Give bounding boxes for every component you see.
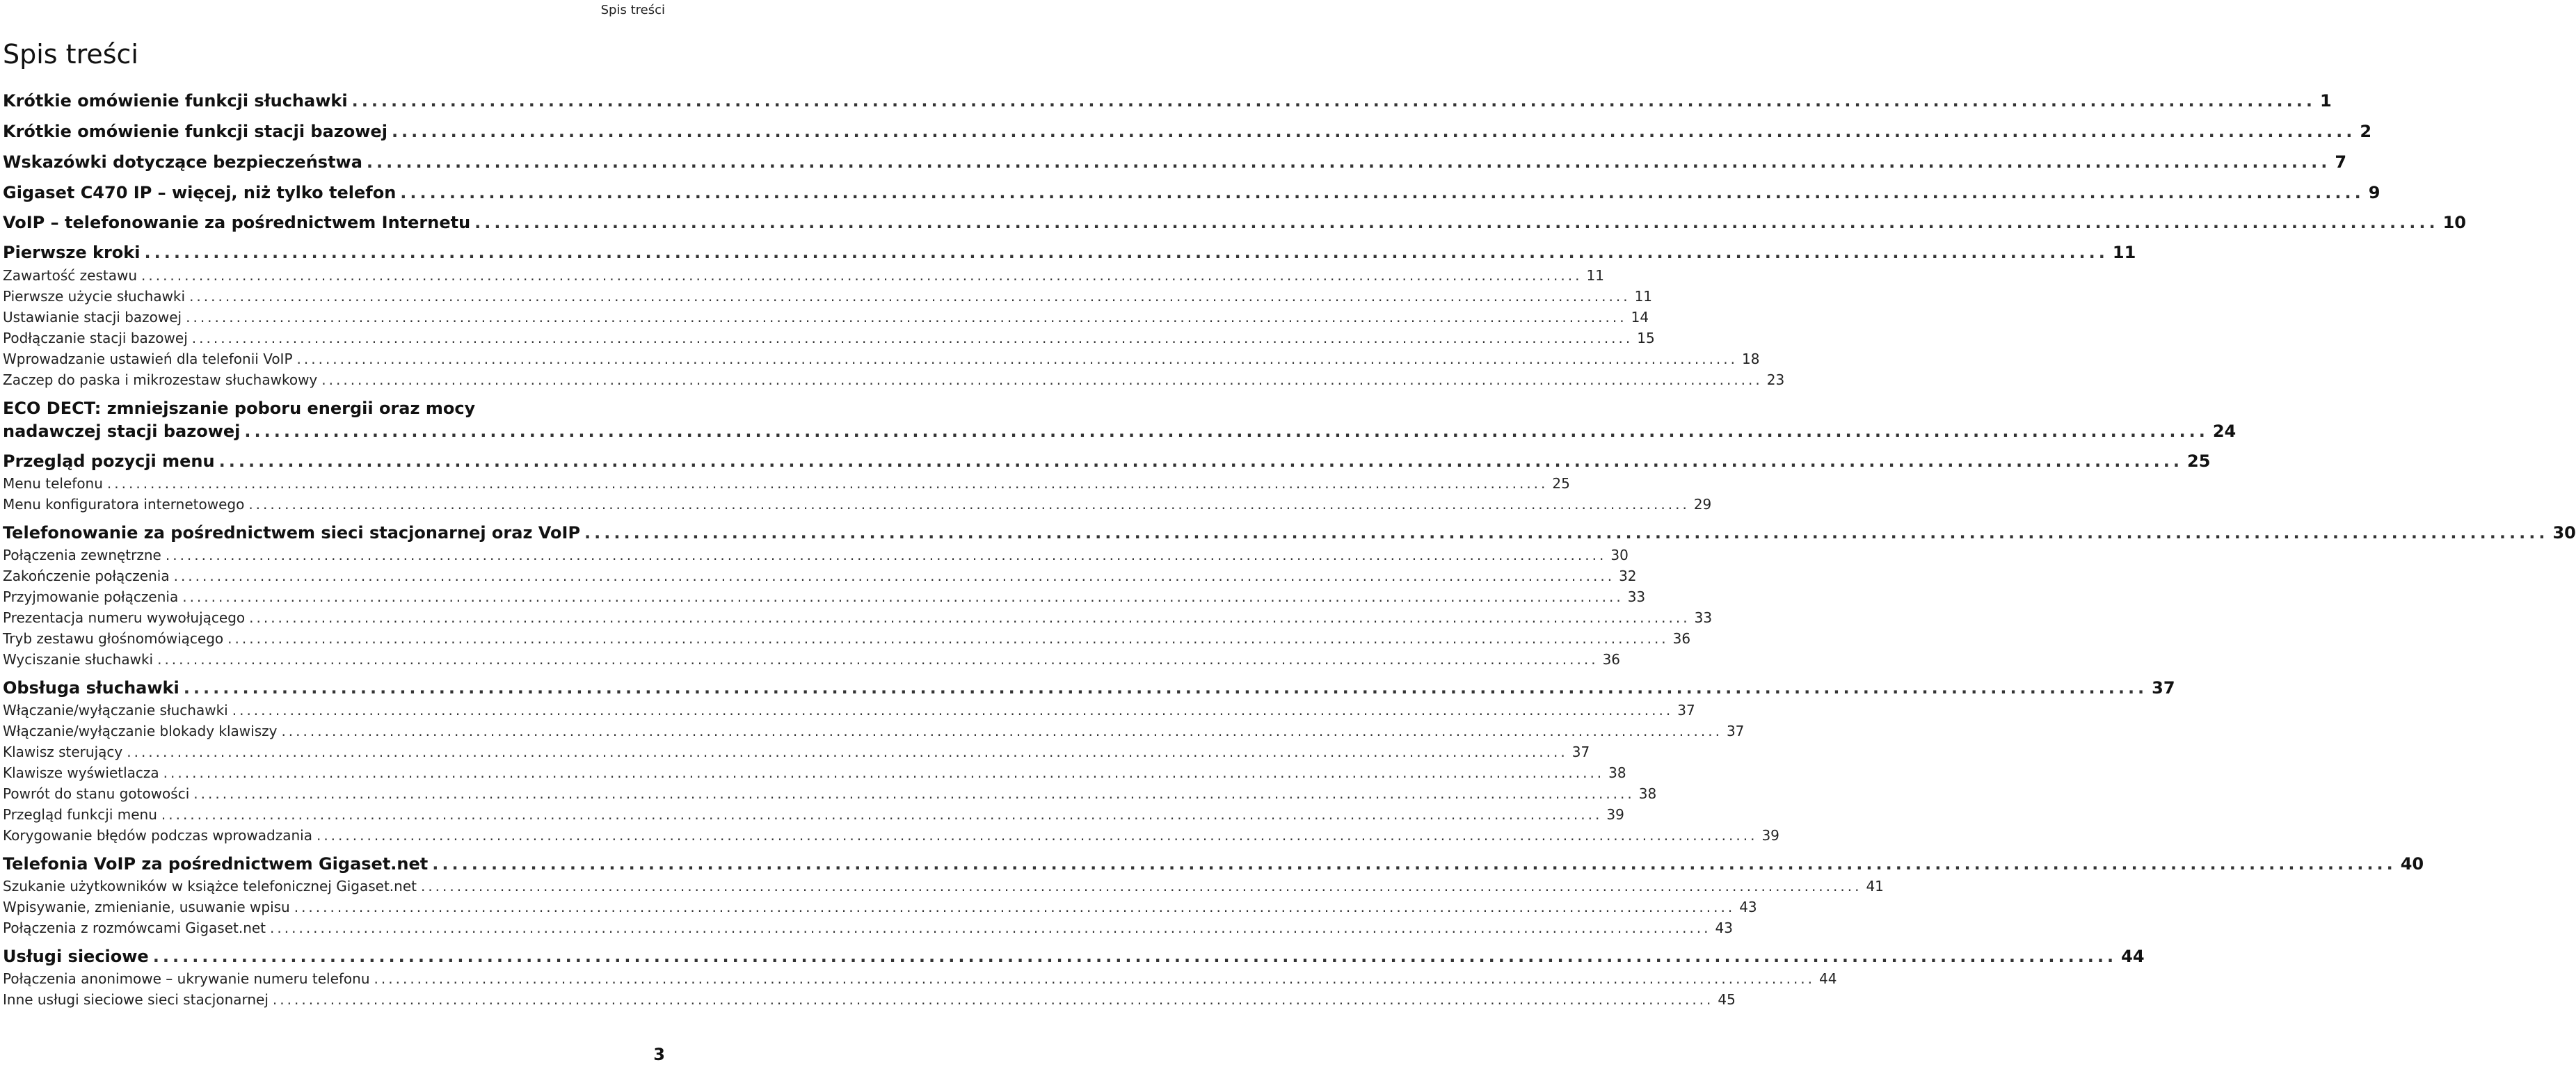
toc-entry-page: 14: [1631, 309, 1649, 326]
toc-entry-label: Połączenia anonimowe – ukrywanie numeru telefonu: [3, 970, 370, 987]
toc-entry-label: Tryb zestawu głośnomówiącego: [3, 630, 224, 647]
dot-leader: ........................................................................................................................................................................................................: [281, 723, 1722, 739]
toc-entry-label: Przyjmowanie połączenia: [3, 588, 179, 605]
running-header: Spis treści: [600, 3, 665, 17]
dot-leader: ........................................................................................................................................................................................................: [374, 970, 1816, 987]
toc-entry-page: 39: [1606, 806, 1624, 823]
toc-entry-page: 39: [1761, 827, 1779, 844]
toc-entry-label: Szukanie użytkowników w książce telefonicznej Gigaset.net: [3, 878, 417, 894]
toc-subentry[interactable]: [3, 991, 1736, 1008]
toc-entry[interactable]: [3, 947, 2145, 966]
toc-entry-label: Połączenia zewnętrzne: [3, 547, 161, 563]
toc-subentry[interactable]: [3, 970, 1837, 987]
toc-subentry[interactable]: [3, 475, 1570, 492]
dot-leader: ........................................................................................................................................................................................................: [183, 678, 2148, 698]
toc-subentry[interactable]: [3, 651, 1621, 668]
toc-entry-label: nadawczej stacji bazowej: [3, 422, 241, 441]
toc-entry-page: 45: [1718, 991, 1736, 1008]
toc-entry[interactable]: [3, 122, 2372, 141]
dot-leader: ........................................................................................................................................................................................................: [106, 475, 1549, 492]
toc-entry-page: 37: [2152, 678, 2175, 698]
toc-subentry[interactable]: [3, 496, 1712, 513]
dot-leader: ........................................................................................................................................................................................................: [152, 947, 2118, 966]
dot-leader: ........................................................................................................................................................................................................: [157, 651, 1599, 668]
toc-entry-page: 7: [2335, 152, 2347, 172]
toc-entry-page: 37: [1726, 723, 1745, 739]
toc-entry-label: Wskazówki dotyczące bezpieczeństwa: [3, 152, 362, 172]
dot-leader: ........................................................................................................................................................................................................: [584, 523, 2549, 543]
toc-entry-label: Krótkie omówienie funkcji stacji bazowej: [3, 122, 387, 141]
toc-entry-page: 11: [1634, 288, 1653, 305]
toc-entry-label: Połączenia z rozmówcami Gigaset.net: [3, 920, 266, 936]
toc-entry-page: 25: [1552, 475, 1570, 492]
toc-subentry[interactable]: [3, 702, 1695, 719]
dot-leader: ........................................................................................................................................................................................................: [232, 702, 1674, 719]
toc-entry-label: Wyciszanie słuchawki: [3, 651, 154, 668]
toc-entry-label: Przegląd funkcji menu: [3, 806, 157, 823]
toc-subentry[interactable]: [3, 309, 1649, 326]
toc-entry-page: 18: [1742, 351, 1760, 367]
toc-entry-label: Klawisz sterujący: [3, 744, 123, 760]
toc-subentry[interactable]: [3, 547, 1629, 563]
dot-leader: ........................................................................................................................................................................................................: [141, 267, 1583, 284]
dot-leader: ........................................................................................................................................................................................................: [270, 920, 1711, 936]
toc-entry-page: 15: [1637, 330, 1655, 346]
toc-entry-page: 24: [2212, 422, 2237, 441]
toc-subentry[interactable]: [3, 899, 1757, 915]
dot-leader: ........................................................................................................................................................................................................: [182, 588, 1624, 605]
toc-entry-page: 32: [1619, 568, 1637, 584]
dot-leader: ........................................................................................................................................................................................................: [163, 764, 1605, 781]
toc-entry-page: 23: [1766, 371, 1785, 388]
page-number: 3: [653, 1045, 665, 1064]
toc-entry-label: Inne usługi sieciowe sieci stacjonarnej: [3, 991, 269, 1008]
dot-leader: ........................................................................................................................................................................................................: [189, 288, 1631, 305]
toc-subentry[interactable]: [3, 588, 1646, 605]
toc-entry-label: VoIP – telefonowanie za pośrednictwem Internetu: [3, 213, 471, 232]
toc-entry[interactable]: [3, 152, 2347, 172]
toc-entry-page: 43: [1739, 899, 1757, 915]
toc-entry-page: 10: [2442, 213, 2467, 232]
toc-entry[interactable]: [3, 213, 2467, 232]
toc-entry-label: Wprowadzanie ustawień dla telefonii VoIP: [3, 351, 293, 367]
toc-entry-label: Zaczep do paska i mikrozestaw słuchawkowy: [3, 371, 318, 388]
dot-leader: ........................................................................................................................................................................................................: [351, 91, 2317, 111]
page-title: Spis treści: [3, 39, 138, 70]
dot-leader: ........................................................................................................................................................................................................: [165, 547, 1607, 563]
toc-entry-label: Zakończenie połączenia: [3, 568, 170, 584]
toc-entry-label: Pierwsze kroki: [3, 243, 141, 262]
toc-subentry[interactable]: [3, 744, 1590, 760]
toc-entry-label-line1: ECO DECT: zmniejszanie poboru energii oraz mocy: [3, 399, 476, 418]
dot-leader: ........................................................................................................................................................................................................: [294, 899, 1736, 915]
toc-entry[interactable]: [3, 523, 2576, 543]
dot-leader: ........................................................................................................................................................................................................: [186, 309, 1627, 326]
dot-leader: ........................................................................................................................................................................................................: [193, 785, 1635, 802]
toc-entry-label: Pierwsze użycie słuchawki: [3, 288, 186, 305]
dot-leader: ........................................................................................................................................................................................................: [432, 854, 2397, 874]
dot-leader: ........................................................................................................................................................................................................: [366, 152, 2331, 172]
toc-entry-label: Gigaset C470 IP – więcej, niż tylko telefon: [3, 183, 397, 202]
toc-entry-label: Korygowanie błędów podczas wprowadzania: [3, 827, 312, 844]
dot-leader: ........................................................................................................................................................................................................: [296, 351, 1738, 367]
toc-subentry[interactable]: [3, 764, 1626, 781]
toc-entry-page: 41: [1866, 878, 1884, 894]
toc-entry-page: 30: [2552, 523, 2576, 543]
toc-entry-page: 1: [2320, 91, 2332, 111]
toc-entry[interactable]: [3, 854, 2424, 874]
toc-entry[interactable]: [3, 243, 2136, 262]
toc-entry-page: 36: [1602, 651, 1621, 668]
dot-leader: ........................................................................................................................................................................................................: [244, 422, 2209, 441]
toc-subentry[interactable]: [3, 267, 1604, 284]
toc-entry[interactable]: [3, 183, 2381, 202]
toc-entry[interactable]: [3, 422, 2237, 441]
toc-entry[interactable]: [3, 678, 2175, 698]
toc-entry-label: Włączanie/wyłączanie blokady klawiszy: [3, 723, 278, 739]
toc-subentry[interactable]: [3, 330, 1655, 346]
toc-entry-page: 30: [1610, 547, 1629, 563]
toc-entry-label: Menu telefonu: [3, 475, 103, 492]
toc-entry-page: 38: [1608, 764, 1626, 781]
toc-entry-page: 37: [1677, 702, 1695, 719]
dot-leader: ........................................................................................................................................................................................................: [400, 183, 2365, 202]
toc-entry-page: 36: [1672, 630, 1691, 647]
toc-subentry[interactable]: [3, 609, 1713, 626]
toc-entry-label: Przegląd pozycji menu: [3, 451, 215, 471]
toc-subentry[interactable]: [3, 785, 1657, 802]
toc-entry-page: 38: [1638, 785, 1657, 802]
toc-entry-page: 29: [1693, 496, 1712, 513]
toc-entry-page: 37: [1571, 744, 1590, 760]
toc-entry-label: Menu konfiguratora internetowego: [3, 496, 245, 513]
toc-entry-page: 11: [2112, 243, 2136, 262]
toc-entry[interactable]: [3, 91, 2332, 111]
toc-subentry[interactable]: [3, 806, 1624, 823]
toc-entry-label: Włączanie/wyłączanie słuchawki: [3, 702, 228, 719]
toc-entry-label: Usługi sieciowe: [3, 947, 149, 966]
toc-entry-label: Ustawianie stacji bazowej: [3, 309, 182, 326]
toc-entry-page: 40: [2400, 854, 2424, 874]
toc-entry-label: Podłączanie stacji bazowej: [3, 330, 188, 346]
toc-subentry[interactable]: [3, 630, 1691, 647]
toc-entry[interactable]: [3, 451, 2211, 471]
dot-leader: ........................................................................................................................................................................................................: [144, 243, 2109, 262]
toc-entry-label: Wpisywanie, zmienianie, usuwanie wpisu: [3, 899, 290, 915]
toc-subentry[interactable]: [3, 371, 1785, 388]
dot-leader: ........................................................................................................................................................................................................: [248, 496, 1690, 513]
toc-entry-label: Obsługa słuchawki: [3, 678, 179, 698]
toc-subentry[interactable]: [3, 351, 1760, 367]
toc-entry-page: 9: [2368, 183, 2381, 202]
toc-subentry[interactable]: [3, 568, 1637, 584]
dot-leader: ........................................................................................................................................................................................................: [474, 213, 2439, 232]
toc-entry-page: 43: [1715, 920, 1733, 936]
dot-leader: ........................................................................................................................................................................................................: [420, 878, 1862, 894]
toc-entry-page: 25: [2187, 451, 2211, 471]
dot-leader: ........................................................................................................................................................................................................: [321, 371, 1763, 388]
toc-subentry[interactable]: [3, 288, 1653, 305]
toc-entry-page: 44: [1819, 970, 1837, 987]
toc-entry-page: 33: [1694, 609, 1713, 626]
toc-subentry[interactable]: [3, 878, 1884, 894]
toc-entry-label: Powrót do stanu gotowości: [3, 785, 190, 802]
toc-subentry[interactable]: [3, 723, 1745, 739]
toc-entry-label: Prezentacja numeru wywołującego: [3, 609, 246, 626]
dot-leader: ........................................................................................................................................................................................................: [127, 744, 1568, 760]
toc-entry-page: 11: [1586, 267, 1604, 284]
dot-leader: ........................................................................................................................................................................................................: [391, 122, 2356, 141]
toc-entry-page: 33: [1627, 588, 1646, 605]
dot-leader: ........................................................................................................................................................................................................: [191, 330, 1633, 346]
dot-leader: ........................................................................................................................................................................................................: [272, 991, 1714, 1008]
toc-entry-label: Zawartość zestawu: [3, 267, 137, 284]
dot-leader: ........................................................................................................................................................................................................: [249, 609, 1690, 626]
toc-subentry[interactable]: [3, 920, 1733, 936]
toc-subentry[interactable]: [3, 827, 1779, 844]
toc-entry-page: 2: [2360, 122, 2372, 141]
dot-leader: ........................................................................................................................................................................................................: [227, 630, 1669, 647]
dot-leader: ........................................................................................................................................................................................................: [173, 568, 1615, 584]
toc-entry-page: 44: [2121, 947, 2145, 966]
toc-entry-label: Telefonowanie za pośrednictwem sieci stacjonarnej oraz VoIP: [3, 523, 581, 543]
toc-entry-label: Krótkie omówienie funkcji słuchawki: [3, 91, 348, 111]
toc-entry-label: Klawisze wyświetlacza: [3, 764, 159, 781]
toc-entry-label: Telefonia VoIP za pośrednictwem Gigaset.net: [3, 854, 429, 874]
dot-leader: ........................................................................................................................................................................................................: [161, 806, 1603, 823]
dot-leader: ........................................................................................................................................................................................................: [316, 827, 1758, 844]
dot-leader: ........................................................................................................................................................................................................: [218, 451, 2184, 471]
